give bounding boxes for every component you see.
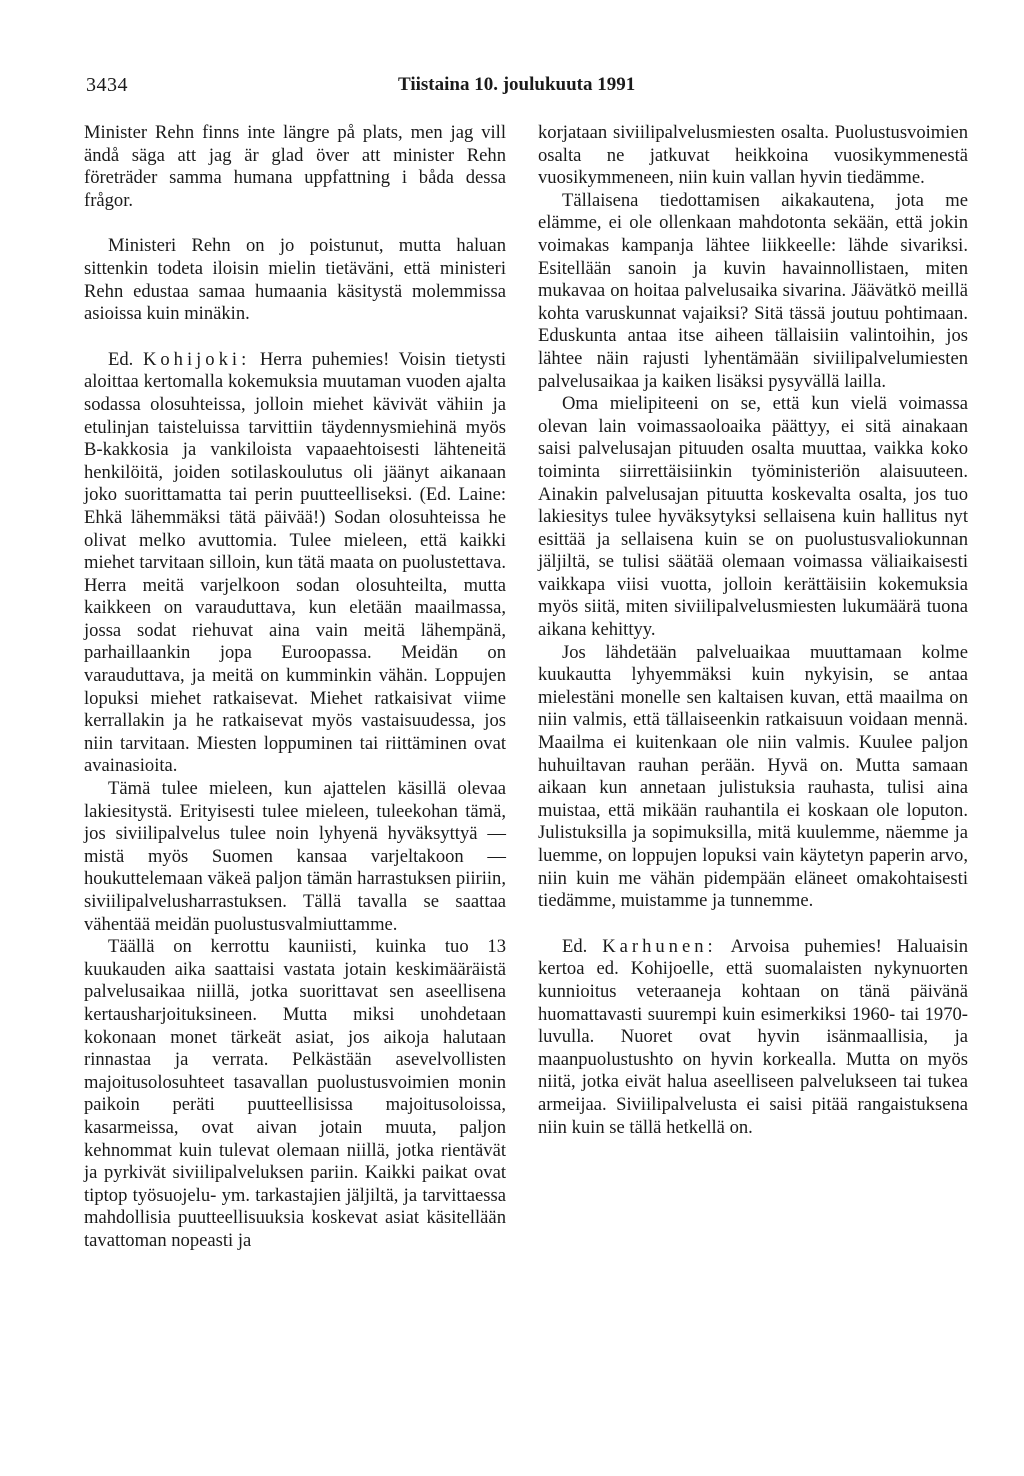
speech-prefix: Ed. (108, 348, 134, 370)
paragraph: Jos lähdetään palveluaikaa muuttamaan kolme kuukautta lyhyemmäksi kuin nykyisin, se antaa mielestäni monelle sen kaltaisen kuvan, että maailma on niin valmis, että tällaiseenkin ratkaisuun voidaan mennä. Maailma ei kuitenkaan ole niin valmis. Kuulee paljon huhuiltavan rauhan perään. Hyvä on. Mutta samaan aikaan kun annetaan julistuksia rauhasta, tulisi aina muistaa, että mikään rauhantila ei koskaan ole loputon. Julistuksilla ja sopimuksilla, mitä kuulemme, näemme ja luemme, on loppujen lopuksi vain käytetyn paperin arvo, niin kuin me vähän pidempään eläneet omakohtaisesti tiedämme, muistamme ja tunnemme. (538, 641, 968, 912)
speech-paragraph (84, 349, 506, 778)
paragraph: Ministeri Rehn on jo poistunut, mutta haluan sittenkin todeta iloisin mielin tietäväni, että ministeri Rehn edustaa samaa humaania käsitystä molemmissa asioissa kuin minäkin. (84, 235, 506, 325)
speech-text: Arvoisa puhemies! Haluaisin kertoa ed. Kohijoelle, että suomalaisten nykynuorten kunnioitus veteraaneja kohtaan on tänä päivänä huomattavasti suurempi kuin esimerkiksi 1960- tai 1970-luvulla. Nuoret ovat hyvin isänmaallisia, ja maanpuolustushto on hyvin korkealla. Mutta on myös niitä, jotka eivät halua aseelliseen palvelukseen tai tukea armeijaa. Siviilipalvelusta ei saisi pitää rangaistuksena niin kuin se tällä hetkellä on. (538, 935, 968, 1138)
paragraph: Oma mielipiteeni on se, että kun vielä voimassa olevan lain voimassaoloaika päättyy, ei sitä ainakaan saisi palvelusajan pituuden osalta muuttaa, vaikka koko toiminta siirrettäisiinkin työministeriön alaisuuteen. Ainakin palvelusajan pituutta koskevalta osalta, jos tuo lakiesitys tulee hyväksytyksi sellaisena kuin hallitus nyt esittää ja sellaisena kuin se on puolustusvaliokunnan jäljiltä, se tulisi säätää olemaan voimassa väliaikaisesti vaikkapa viisi vuotta, jolloin kerättäisiin kokemuksia myös siitä, miten siviilipalvelusmiesten lukumäärä tuona aikana kehittyy. (538, 393, 968, 641)
paragraph: Tällaisena tiedottamisen aikakautena, jota me elämme, ei ole ollenkaan mahdotonta sekään, että jokin voimakas kampanja lähtee liikkeelle: lähde sivariksi. Esitellään sanoin ja kuvin havainnollistaen, miten mukavaa on hoitaa palvelusaika sivarina. Jäävätkö meillä kohta varuskunnat vajaiksi? Sitä tässä joutuu pohtimaan. Eduskunta antaa itse aiheen tällaisiin valintoihin, jos lähtee näin rajusti lyhentämään siviilipalvelumiesten palvelusaikaa ja kaiken lisäksi pysyvällä lailla. (538, 189, 968, 392)
running-header: Tiistaina 10. joulukuuta 1991 (398, 74, 636, 95)
speech-paragraph (538, 936, 968, 1139)
paragraph: korjataan siviilipalvelusmiesten osalta. Puolustusvoimien osalta ne jatkuvat heikkoina vuosikymmenestä vuosikymmeneen, niin kuin vallan hyvin tiedämme. (538, 122, 968, 189)
speaker-name: Kohijoki: (142, 348, 251, 370)
paragraph: Tämä tulee mieleen, kun ajattelen käsillä olevaa lakiesitystä. Erityisesti tulee mieleen, tuleekohan tämä, jos siviilipalvelus tulee noin lyhyenä hyväksyttyä — mistä myös Suomen kansaa varjeltakoon — houkuttelemaan väkeä paljon tämän harrastuksen piiriin, siviilipalvelusharrastuksen. Tällä tavalla se saattaa vähentää meidän puolustusvalmiuttamme. (84, 778, 506, 935)
paragraph: Minister Rehn finns inte längre på plats, men jag vill ändå säga att jag är glad över att minister Rehn företräder samma humana uppfattning i båda dessa frågor. (84, 122, 506, 211)
left-column (84, 122, 506, 1253)
paragraph: Täällä on kerrottu kauniisti, kuinka tuo 13 kuukauden aika saattaisi vastata jotain keskimääräistä palvelusaikaa niillä, jotka suorittavat sen aseellisena kertausharjoituksineen. Mutta miksi unohdetaan kokonaan monet tärkeät asiat, jos aikoja halutaan rinnastaa ja verrata. Pelkästään asevelvollisten majoitusolosuhteet tasavallan puolustusvoimien monin paikoin peräti puutteellisissa majoitusoloissa, kasarmeissa, ovat aivan jotain muuta, paljon kehnommat kuin tulevat olemaan niillä, jotka rientävät ja pyrkivät siviilipalveluksen pariin. Kaikki paikat ovat tiptop työsuojelu- ym. tarkastajien jäljiltä, ja tarvittaessa mahdollisia puutteellisuuksia koskevat asiat käsitellään tavattoman nopeasti ja (84, 936, 506, 1251)
speaker-name: Karhunen: (602, 935, 717, 957)
speech-text: Herra puhemies! Voisin tietysti aloittaa kertomalla kokemuksia muutaman vuoden ajalta sodassa olosuhteissa, jolloin miehet kävivät vähiin ja etulinjan taisteluissa tarvittiin täydennysmiehinä myös B-kakkosia ja vankiloista vapaaehtoisesti lähteneitä henkilöitä, joiden sotilaskoulutus oli jäänyt aikanaan joko suorittamatta tai perin puutteelliseksi. (Ed. Laine: Ehkä lähemmäksi tätä päivää!) Sodan olosuhteissa he olivat melko avuttomia. Tulee mieleen, että kaikki miehet tarvitaan silloin, kun tätä maata on puolustettava. Herra meitä varjelkoon sodan olosuhteilta, mutta kaikkeen on varauduttava, kun eletään maailmassa, jossa sodat riehuvat aina vain meitä lähempänä, parhaillaankin jopa Euroopassa. Meidän on varauduttava, ja meitä on kumminkin vähän. Loppujen lopuksi miehet ratkaisevat. Miehet ratkaisivat viime kerrallakin ja he ratkaisevat myös vastaisuudessa, jos niin tarvitaan. Miesten loppuminen tai riittäminen ovat avainasioita. (84, 348, 507, 777)
speech-prefix: Ed. (562, 935, 588, 957)
right-column (538, 122, 968, 1139)
page-number: 3434 (86, 74, 128, 96)
